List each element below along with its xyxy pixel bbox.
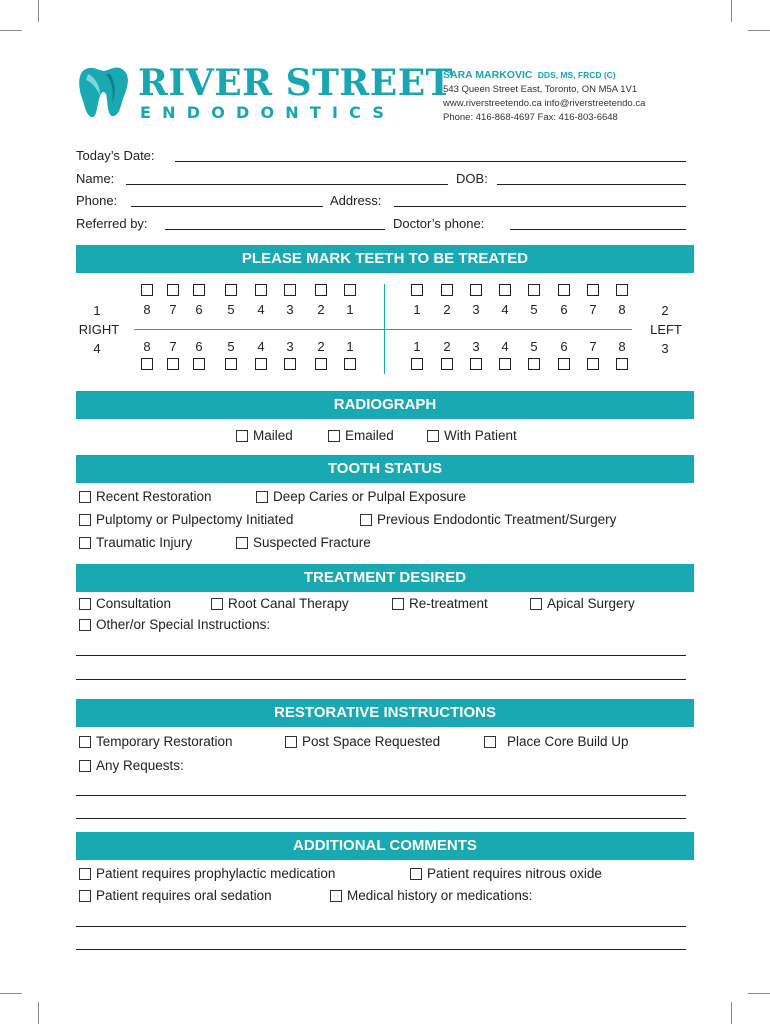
- option-label: Temporary Restoration: [96, 734, 233, 749]
- root-canal-checkbox[interactable]: [211, 598, 223, 610]
- tooth-checkbox-lower-right[interactable]: [193, 358, 205, 370]
- suspected-fracture-checkbox[interactable]: [236, 537, 248, 549]
- tooth-checkbox-lower-left[interactable]: [441, 358, 453, 370]
- instructions-write-line[interactable]: [76, 655, 686, 656]
- crop-mark: [38, 1002, 39, 1024]
- option-label: Patient requires oral sedation: [96, 888, 272, 903]
- restorative-core-build-up-option[interactable]: [484, 734, 629, 750]
- tooth-number-upper-right: 1: [346, 302, 354, 317]
- tooth-checkbox-upper-right[interactable]: [315, 284, 327, 296]
- tooth-number-upper-left: 4: [501, 302, 509, 317]
- option-label: Place Core Build Up: [507, 734, 629, 749]
- treatment-retreatment-option[interactable]: [392, 596, 488, 612]
- tooth-number-lower-right: 7: [169, 339, 177, 354]
- core-build-up-checkbox[interactable]: [484, 736, 496, 748]
- tooth-checkbox-lower-left[interactable]: [587, 358, 599, 370]
- tooth-number-upper-right: 2: [317, 302, 325, 317]
- crop-mark: [0, 30, 22, 31]
- tooth-number-upper-right: 6: [195, 302, 203, 317]
- comment-oral-sedation-option[interactable]: [79, 888, 272, 904]
- restorative-temporary-option[interactable]: [79, 734, 233, 750]
- crop-mark: [731, 1002, 732, 1024]
- doctors-phone-field[interactable]: [510, 216, 686, 230]
- doctors-phone-label: Doctor’s phone:: [393, 216, 485, 231]
- contact-block: [443, 68, 645, 125]
- comment-prophylactic-option[interactable]: [79, 866, 335, 882]
- tooth-checkbox-upper-left[interactable]: [616, 284, 628, 296]
- option-label: Deep Caries or Pulpal Exposure: [273, 489, 466, 504]
- retreatment-checkbox[interactable]: [392, 598, 404, 610]
- option-label: Mailed: [253, 428, 293, 443]
- logo-subtitle: ENDODONTICS: [140, 103, 396, 122]
- tooth-checkbox-lower-right[interactable]: [255, 358, 267, 370]
- nitrous-oxide-checkbox[interactable]: [410, 868, 422, 880]
- deep-caries-checkbox[interactable]: [256, 491, 268, 503]
- radiograph-section-header: RADIOGRAPH: [76, 391, 694, 419]
- oral-sedation-checkbox[interactable]: [79, 890, 91, 902]
- option-label: Patient requires prophylactic medication: [96, 866, 336, 881]
- quadrant-4-label: 4: [93, 341, 101, 356]
- crop-mark: [0, 993, 22, 994]
- tooth-checkbox-lower-left[interactable]: [616, 358, 628, 370]
- crop-mark: [748, 30, 770, 31]
- tooth-number-lower-right: 5: [227, 339, 235, 354]
- tooth-number-upper-left: 1: [413, 302, 421, 317]
- tooth-number-lower-left: 4: [501, 339, 509, 354]
- name-label: Name:: [76, 171, 115, 186]
- consultation-checkbox[interactable]: [79, 598, 91, 610]
- todays-date-row: [76, 148, 686, 166]
- recent-restoration-checkbox[interactable]: [79, 491, 91, 503]
- tooth-number-lower-left: 2: [443, 339, 451, 354]
- restorative-post-space-option[interactable]: [285, 734, 440, 750]
- tooth-number-lower-left: 7: [589, 339, 597, 354]
- tooth-checkbox-upper-right[interactable]: [167, 284, 179, 296]
- mailed-checkbox[interactable]: [236, 430, 248, 442]
- emailed-checkbox[interactable]: [328, 430, 340, 442]
- todays-date-label: Today’s Date:: [76, 148, 155, 163]
- treatment-apical-surgery-option[interactable]: [530, 596, 635, 612]
- tooth-checkbox-lower-right[interactable]: [344, 358, 356, 370]
- previous-endo-checkbox[interactable]: [360, 514, 372, 526]
- option-label: Other/or Special Instructions:: [96, 617, 271, 632]
- doctor-name: SARA MARKOVIC: [443, 69, 533, 81]
- name-field[interactable]: [126, 171, 448, 185]
- tooth-number-upper-right: 3: [286, 302, 294, 317]
- option-label: Patient requires nitrous oxide: [427, 866, 602, 881]
- logo-wordmark: RIVER STREET: [138, 62, 453, 104]
- treatment-other-option[interactable]: [79, 617, 270, 633]
- status-traumatic-injury-option[interactable]: [79, 535, 192, 551]
- tooth-checkbox-upper-left[interactable]: [441, 284, 453, 296]
- tooth-number-lower-right: 2: [317, 339, 325, 354]
- option-label: Re-treatment: [409, 596, 488, 611]
- tooth-number-upper-left: 3: [472, 302, 480, 317]
- medical-history-checkbox[interactable]: [330, 890, 342, 902]
- comments-write-line[interactable]: [76, 949, 686, 950]
- tooth-checkbox-lower-right[interactable]: [141, 358, 153, 370]
- tooth-checkbox-upper-left[interactable]: [499, 284, 511, 296]
- left-side-label: LEFT: [650, 322, 682, 337]
- comment-medical-history-option[interactable]: [330, 888, 532, 904]
- tooth-checkbox-lower-right[interactable]: [167, 358, 179, 370]
- tooth-number-upper-right: 7: [169, 302, 177, 317]
- tooth-checkbox-upper-left[interactable]: [587, 284, 599, 296]
- crop-mark: [748, 993, 770, 994]
- option-label: Suspected Fracture: [253, 535, 371, 550]
- tooth-checkbox-upper-right[interactable]: [225, 284, 237, 296]
- pulptomy-checkbox[interactable]: [79, 514, 91, 526]
- option-label: Root Canal Therapy: [228, 596, 349, 611]
- tooth-number-lower-left: 3: [472, 339, 480, 354]
- tooth-chart: [76, 276, 694, 396]
- doctor-credentials: DDS, MS, FRCD (C): [537, 70, 616, 80]
- option-label: Pulptomy or Pulpectomy Initiated: [96, 512, 294, 527]
- status-suspected-fracture-option[interactable]: [236, 535, 371, 551]
- option-label: Any Requests:: [96, 758, 184, 773]
- tooth-logo-icon: [76, 64, 132, 120]
- restorative-section-header: RESTORATIVE INSTRUCTIONS: [76, 699, 694, 727]
- dob-field[interactable]: [497, 171, 686, 185]
- radiograph-emailed-option[interactable]: [328, 428, 394, 444]
- tooth-checkbox-lower-left[interactable]: [528, 358, 540, 370]
- tooth-number-lower-right: 1: [346, 339, 354, 354]
- referred-row: [76, 216, 686, 234]
- option-label: Medical history or medications:: [347, 888, 533, 903]
- tooth-number-lower-right: 6: [195, 339, 203, 354]
- requests-write-line[interactable]: [76, 818, 686, 819]
- tooth-number-lower-right: 8: [143, 339, 151, 354]
- tooth-number-upper-right: 5: [227, 302, 235, 317]
- treatment-consultation-option[interactable]: [79, 596, 171, 612]
- practice-phone-fax: Phone: 416-868-4697 Fax: 416-803-6648: [443, 112, 618, 123]
- option-label: Recent Restoration: [96, 489, 212, 504]
- tooth-number-upper-left: 2: [443, 302, 451, 317]
- phone-label: Phone:: [76, 193, 118, 208]
- tooth-checkbox-upper-right[interactable]: [141, 284, 153, 296]
- prophylactic-medication-checkbox[interactable]: [79, 868, 91, 880]
- tooth-number-lower-left: 1: [413, 339, 421, 354]
- other-instructions-checkbox[interactable]: [79, 619, 91, 631]
- tooth-checkbox-upper-left[interactable]: [470, 284, 482, 296]
- phone-row: [76, 193, 686, 211]
- comments-write-line[interactable]: [76, 926, 686, 927]
- address-label: Address:: [330, 193, 382, 208]
- tooth-checkbox-lower-left[interactable]: [411, 358, 423, 370]
- with-patient-checkbox[interactable]: [427, 430, 439, 442]
- tooth-chart-horizontal-divider: [134, 329, 632, 330]
- comment-nitrous-option[interactable]: [410, 866, 602, 882]
- status-recent-restoration-option[interactable]: [79, 489, 212, 505]
- treatment-section-header: TREATMENT DESIRED: [76, 564, 694, 592]
- tooth-checkbox-upper-right[interactable]: [344, 284, 356, 296]
- tooth-checkbox-lower-right[interactable]: [225, 358, 237, 370]
- restorative-any-requests-option[interactable]: [79, 758, 184, 774]
- tooth-checkbox-upper-right[interactable]: [193, 284, 205, 296]
- option-label: Previous Endodontic Treatment/Surgery: [377, 512, 617, 527]
- radiograph-mailed-option[interactable]: [236, 428, 293, 444]
- tooth-number-lower-right: 3: [286, 339, 294, 354]
- option-label: Consultation: [96, 596, 172, 611]
- status-deep-caries-option[interactable]: [256, 489, 466, 505]
- comments-section-header: ADDITIONAL COMMENTS: [76, 832, 694, 860]
- crop-mark: [731, 0, 732, 22]
- name-row: [76, 171, 686, 189]
- apical-surgery-checkbox[interactable]: [530, 598, 542, 610]
- option-label: With Patient: [444, 428, 517, 443]
- tooth-checkbox-upper-left[interactable]: [558, 284, 570, 296]
- tooth-number-upper-left: 8: [618, 302, 626, 317]
- tooth-number-lower-left: 8: [618, 339, 626, 354]
- quadrant-1-label: 1: [93, 303, 101, 318]
- crop-mark: [38, 0, 39, 22]
- tooth-checkbox-upper-left[interactable]: [411, 284, 423, 296]
- quadrant-2-label: 2: [661, 303, 669, 318]
- tooth-number-upper-right: 8: [143, 302, 151, 317]
- any-requests-checkbox[interactable]: [79, 760, 91, 772]
- todays-date-field[interactable]: [175, 148, 686, 162]
- requests-write-line[interactable]: [76, 795, 686, 796]
- option-label: Post Space Requested: [302, 734, 441, 749]
- teeth-section-header: PLEASE MARK TEETH TO BE TREATED: [76, 245, 694, 273]
- tooth-checkbox-upper-left[interactable]: [528, 284, 540, 296]
- tooth-number-upper-left: 5: [530, 302, 538, 317]
- practice-logo: [76, 62, 453, 124]
- address-field[interactable]: [394, 193, 686, 207]
- status-pulptomy-option[interactable]: [79, 512, 293, 528]
- referred-by-label: Referred by:: [76, 216, 148, 231]
- tooth-number-upper-left: 6: [560, 302, 568, 317]
- tooth-number-lower-left: 6: [560, 339, 568, 354]
- tooth-checkbox-upper-right[interactable]: [255, 284, 267, 296]
- tooth-number-lower-right: 4: [257, 339, 265, 354]
- tooth-checkbox-lower-left[interactable]: [499, 358, 511, 370]
- tooth-number-upper-right: 4: [257, 302, 265, 317]
- right-side-label: RIGHT: [78, 322, 120, 337]
- tooth-status-section-header: TOOTH STATUS: [76, 455, 694, 483]
- practice-web-email: www.riverstreetendo.ca info@riverstreetendo.ca: [443, 98, 646, 109]
- option-label: Traumatic Injury: [96, 535, 193, 550]
- tooth-checkbox-lower-left[interactable]: [558, 358, 570, 370]
- quadrant-3-label: 3: [661, 341, 669, 356]
- post-space-checkbox[interactable]: [285, 736, 297, 748]
- option-label: Apical Surgery: [547, 596, 635, 611]
- practice-address: 543 Queen Street East, Toronto, ON M5A 1V1: [443, 84, 638, 95]
- tooth-number-upper-left: 7: [589, 302, 597, 317]
- phone-field[interactable]: [131, 193, 323, 207]
- dob-label: DOB:: [456, 171, 488, 186]
- traumatic-injury-checkbox[interactable]: [79, 537, 91, 549]
- temporary-restoration-checkbox[interactable]: [79, 736, 91, 748]
- option-label: Emailed: [345, 428, 394, 443]
- referred-by-field[interactable]: [165, 216, 385, 230]
- tooth-checkbox-upper-right[interactable]: [284, 284, 296, 296]
- tooth-checkbox-lower-right[interactable]: [315, 358, 327, 370]
- radiograph-with-patient-option[interactable]: [427, 428, 517, 444]
- tooth-checkbox-lower-right[interactable]: [284, 358, 296, 370]
- tooth-checkbox-lower-left[interactable]: [470, 358, 482, 370]
- tooth-chart-vertical-divider: [384, 284, 385, 374]
- status-previous-endo-option[interactable]: [360, 512, 616, 528]
- instructions-write-line[interactable]: [76, 679, 686, 680]
- tooth-number-lower-left: 5: [530, 339, 538, 354]
- treatment-root-canal-option[interactable]: [211, 596, 349, 612]
